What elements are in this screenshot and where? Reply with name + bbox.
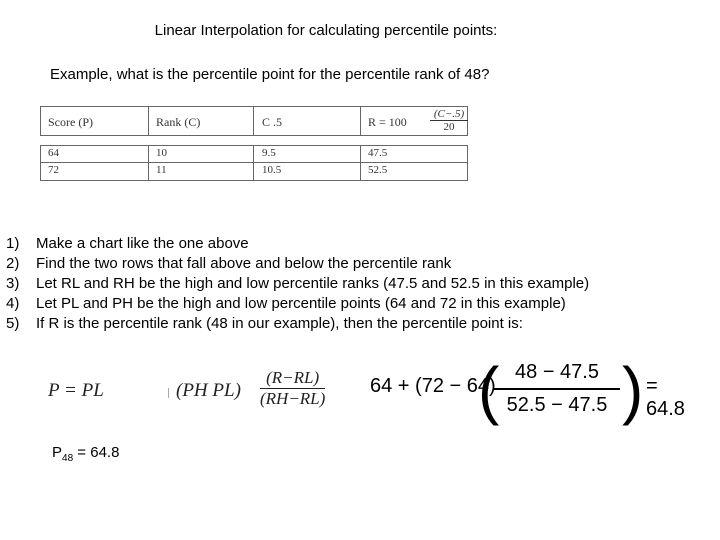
formula-numerator: (R−RL) — [260, 368, 325, 389]
final-answer — [52, 444, 119, 464]
table-cell: 10 — [156, 147, 167, 159]
header-fraction-numerator: (C−.5) — [430, 108, 468, 121]
header-r: R = 100 — [368, 115, 407, 129]
step-text: Let PL and PH be the high and low percentile points (64 and 72 in this example) — [36, 295, 566, 312]
table-cell: 47.5 — [368, 147, 388, 159]
answer-label: P — [52, 444, 63, 461]
table-cell: 64 — [48, 147, 59, 159]
table-border — [148, 107, 149, 135]
table-border — [253, 146, 254, 180]
step-number: 3) — [6, 275, 20, 292]
table-border — [360, 146, 361, 180]
header-rank: Rank (C) — [156, 115, 201, 129]
interpolation-formula — [48, 368, 326, 418]
header-c: C .5 — [262, 115, 283, 129]
right-paren: ) — [622, 354, 644, 426]
table-border — [467, 146, 468, 180]
answer-subscript: 48 — [62, 453, 74, 464]
step-text: If R is the percentile rank (48 in our example), then the percentile point is: — [36, 315, 523, 332]
formula-fraction — [260, 368, 325, 409]
worked-calculation — [370, 356, 700, 426]
table-cell: 10.5 — [262, 164, 282, 176]
step-number: 4) — [6, 295, 20, 312]
table-border — [360, 107, 361, 135]
calc-denominator: 52.5 − 47.5 — [506, 394, 608, 416]
table-border — [40, 146, 41, 180]
table-cell: 72 — [48, 164, 59, 176]
table-header — [40, 106, 468, 136]
slide-title: Linear Interpolation for calculating percentile points: — [154, 22, 498, 39]
calc-numerator: 48 − 47.5 — [494, 358, 620, 390]
calc-result: = 64.8 — [646, 375, 685, 420]
calc-fraction — [494, 358, 620, 420]
table-cell: 52.5 — [368, 164, 388, 176]
header-score: Score (P) — [48, 115, 93, 129]
formula-middle: (PH PL) — [176, 380, 241, 401]
answer-value: = 64.8 — [73, 444, 120, 461]
step-number: 1) — [6, 235, 20, 252]
step-number: 5) — [6, 315, 20, 332]
formula-divider — [168, 388, 169, 398]
table-cell: 11 — [156, 164, 167, 176]
calc-lead: 64 + (72 − 64) — [370, 375, 496, 397]
table-cell: 9.5 — [262, 147, 276, 159]
header-fraction-denominator: 20 — [443, 121, 455, 133]
table-body — [40, 145, 468, 181]
left-paren: ( — [478, 354, 500, 426]
table-border — [148, 146, 149, 180]
header-fraction — [430, 108, 468, 133]
step-number: 2) — [6, 255, 20, 272]
table-border — [40, 107, 41, 135]
step-text: Find the two rows that fall above and below the percentile rank — [36, 255, 452, 272]
row-divider — [40, 162, 468, 163]
example-question: Example, what is the percentile point for the percentile rank of 48? — [50, 66, 490, 83]
formula-lhs: P = PL — [48, 380, 104, 401]
formula-denominator: (RH−RL) — [260, 389, 326, 408]
step-text: Make a chart like the one above — [36, 235, 249, 252]
score-table — [40, 106, 468, 179]
step-text: Let RL and RH be the high and low percentile ranks (47.5 and 52.5 in this example) — [36, 275, 590, 292]
table-border — [253, 107, 254, 135]
